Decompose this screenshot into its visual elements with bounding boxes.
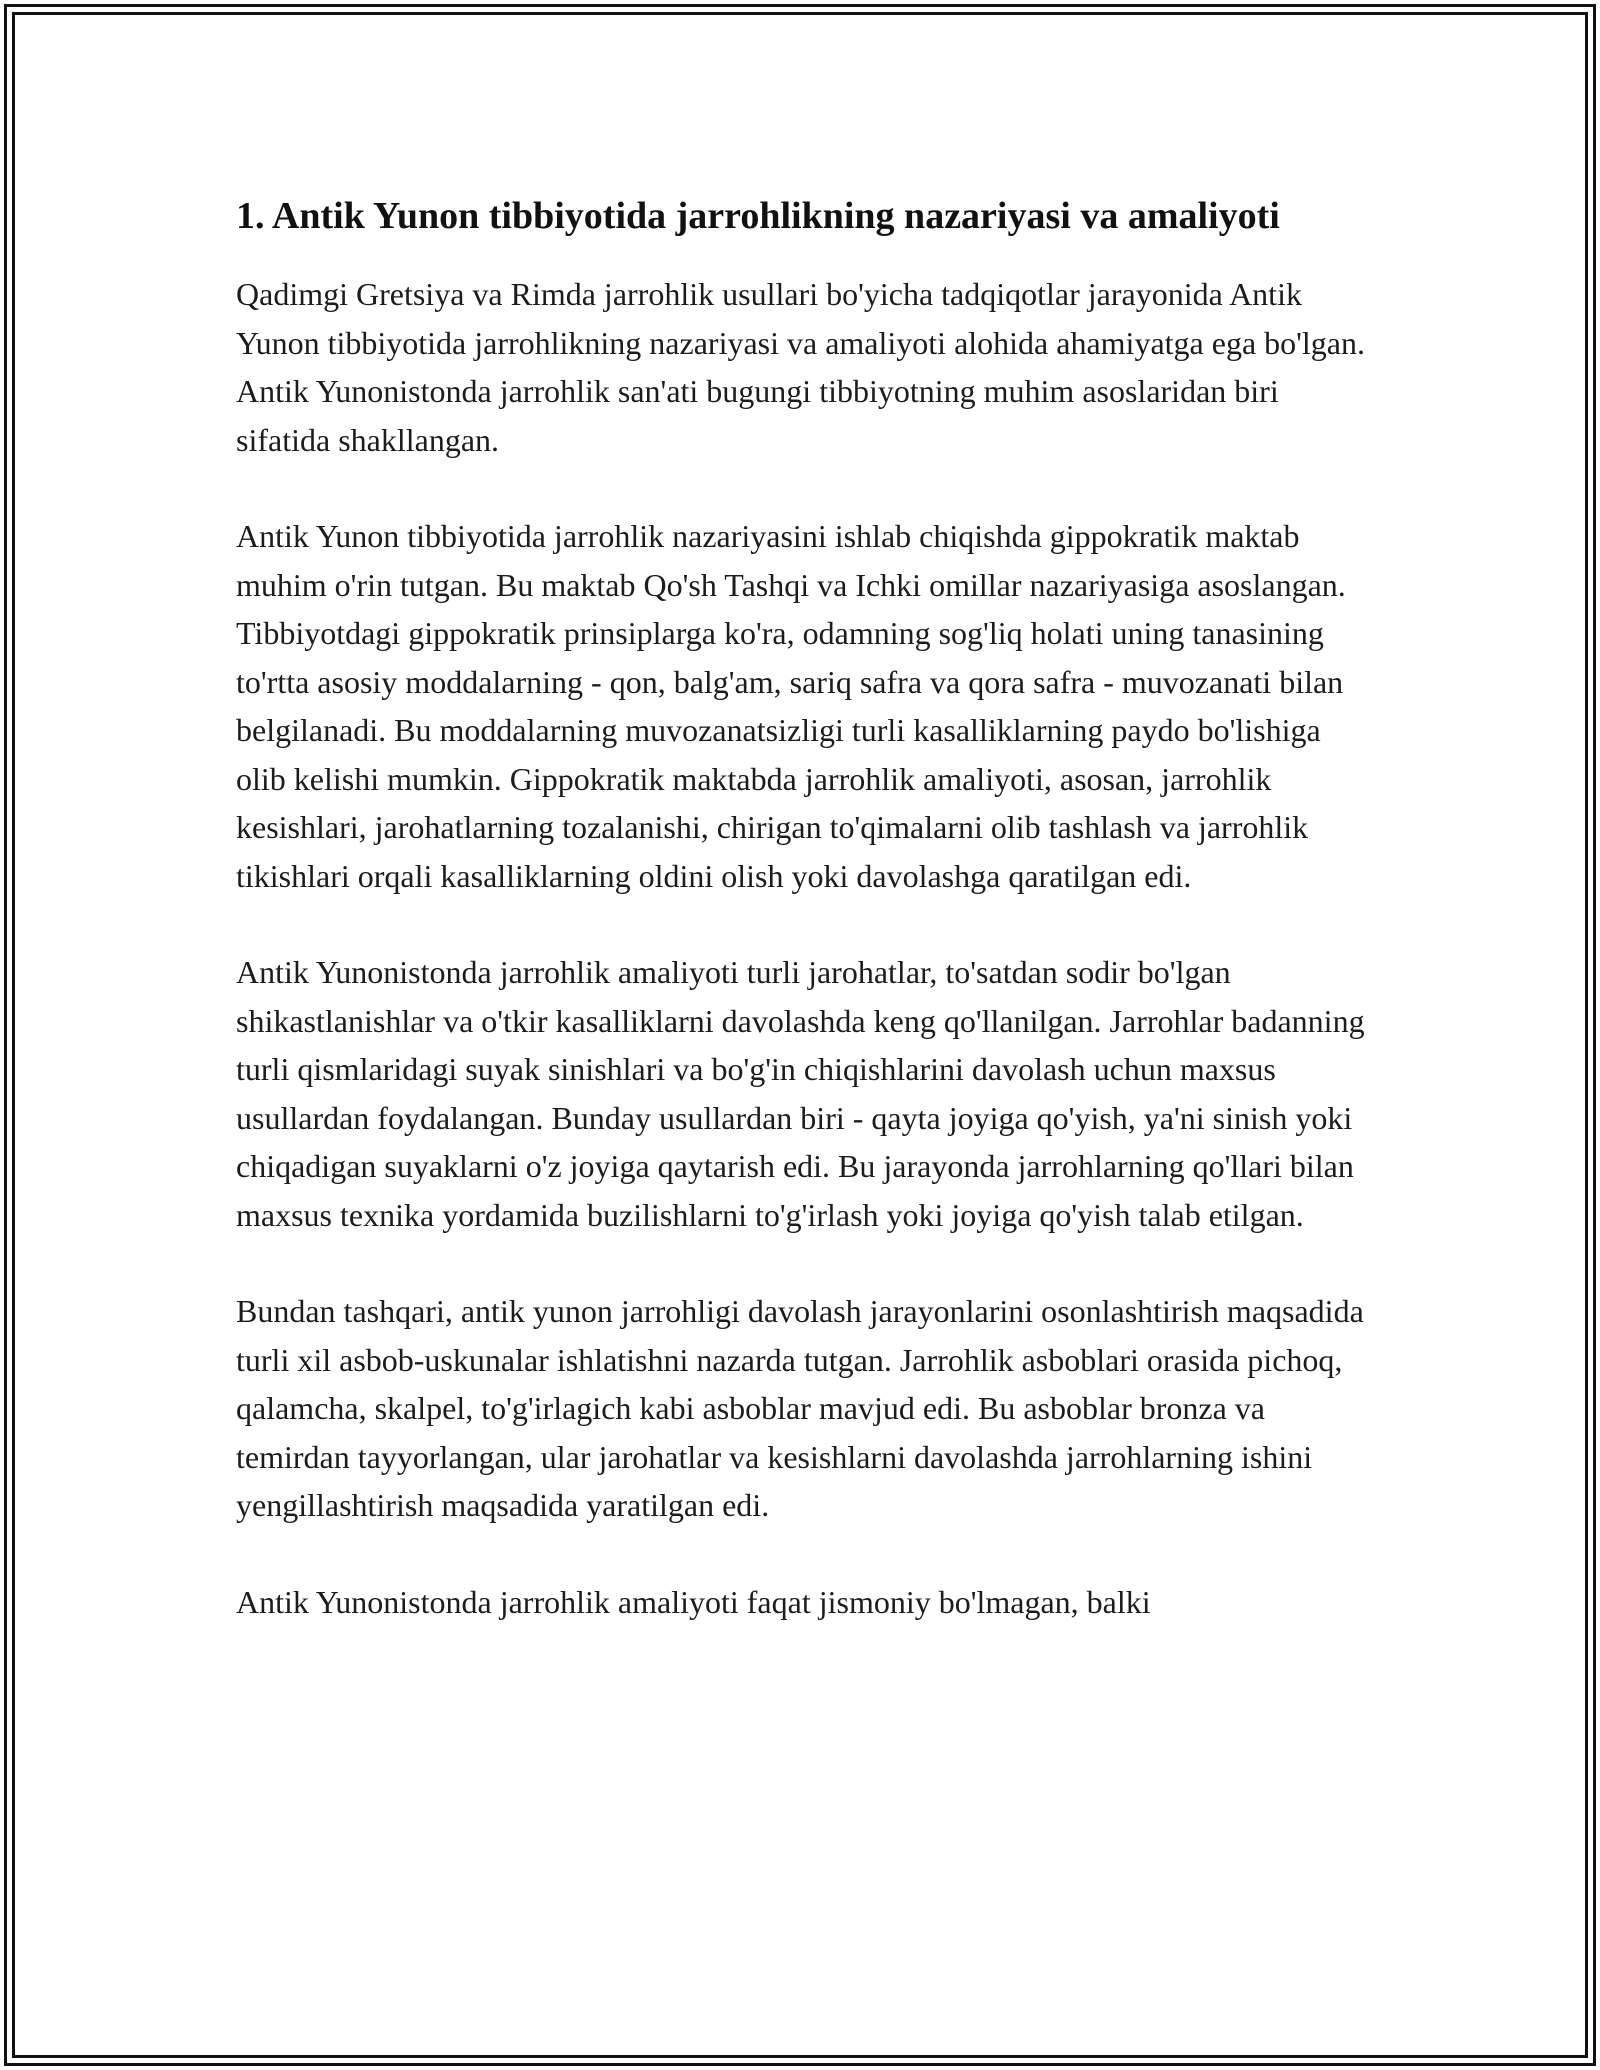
paragraph-3: Antik Yunonistonda jarrohlik amaliyoti turli jarohatlar, to'satdan sodir bo'lgan shikastlanishlar va o'tkir kasalliklarni davolashda keng qo'llanilgan. Jarrohlar badanning turli qismlaridagi suyak sinishlari va bo'g'in chiqishlarini davolash uchun maxsus usullardan foydalangan. Bunday usullardan biri - qayta joyiga qo'yish, ya'ni sinish yoki chiqadigan suyaklarni o'z joyiga qaytarish edi. Bu jarayonda jarrohlarning qo'llari bilan maxsus texnika yordamida buzilishlarni to'g'irlash yoki joyiga qo'yish talab etilgan. (236, 954, 1365, 1233)
paragraph-4: Bundan tashqari, antik yunon jarrohligi davolash jarayonlarini osonlashtirish maqsadida turli xil asbob-uskunalar ishlatishni nazarda tutgan. Jarrohlik asboblari orasida pichoq, qalamcha, skalpel, to'g'irlagich kabi asboblar mavjud edi. Bu asboblar bronza va temirdan tayyorlangan, ular jarohatlar va kesishlarni davolashda jarrohlarning ishini yengillashtirish maqsadida yaratilgan edi. (236, 1293, 1364, 1523)
paragraph-2: Antik Yunon tibbiyotida jarrohlik nazariyasini ishlab chiqishda gippokratik maktab muhim o'rin tutgan. Bu maktab Qo'sh Tashqi va Ichki omillar nazariyasiga asoslangan. Tibbiyotdagi gippokratik prinsiplarga ko'ra, odamning sog'liq holati uning tanasining to'rtta asosiy moddalarning - qon, balg'am, sariq safra va qora safra - muvozanati bilan belgilanadi. Bu moddalarning muvozanatsizligi turli kasalliklarning paydo bo'lishiga olib kelishi mumkin. Gippokratik maktabda jarrohlik amaliyoti, asosan, jarrohlik kesishlari, jarohatlarning tozalanishi, chirigan to'qimalarni olib tashlash va jarrohlik tikishlari orqali kasalliklarning oldini olish yoki davolashga qaratilgan edi. (236, 518, 1346, 894)
paragraph-5: Antik Yunonistonda jarrohlik amaliyoti faqat jismoniy bo'lmagan, balki (236, 1583, 1151, 1620)
document-body (236, 188, 1376, 1674)
section-heading: 1. Antik Yunon tibbiyotida jarrohlikning nazariyasi va amaliyoti (236, 195, 1280, 237)
paragraph-1: Qadimgi Gretsiya va Rimda jarrohlik usullari bo'yicha tadqiqotlar jarayonida Antik Yunon tibbiyotida jarrohlikning nazariyasi va amaliyoti alohida ahamiyatga ega bo'lgan. Antik Yunonistonda jarrohlik san'ati bugungi tibbiyotning muhim asoslaridan biri sifatida shakllangan. (236, 276, 1365, 458)
